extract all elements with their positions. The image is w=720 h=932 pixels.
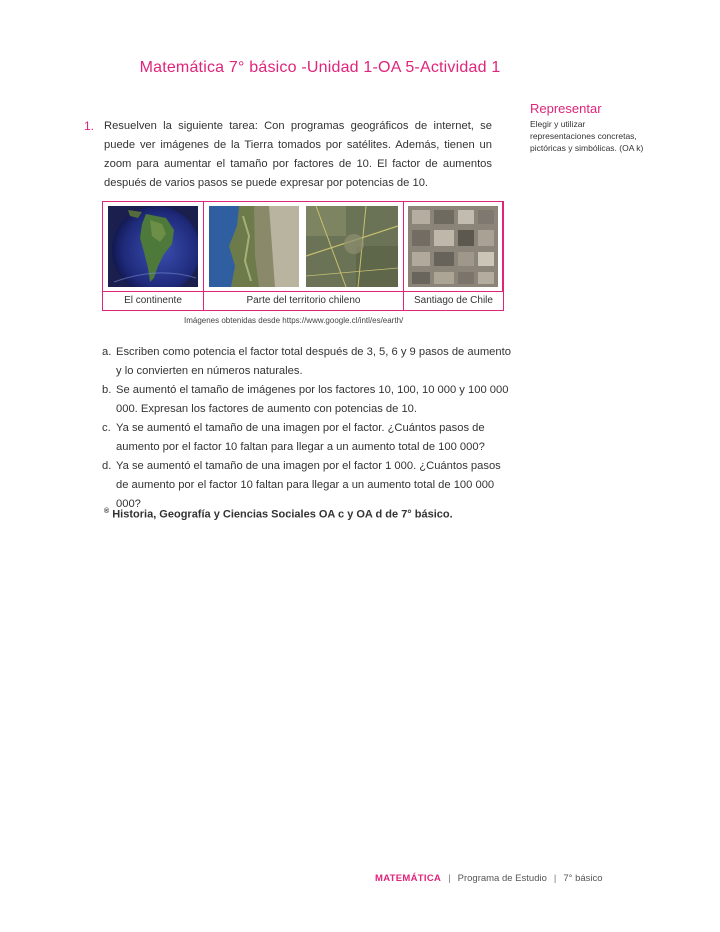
item-text: Escriben como potencia el factor total después de 3, 5, 6 y 9 pasos de aumento y lo convierten en números naturales. (116, 346, 511, 377)
question-number: 1. (84, 119, 95, 133)
image-cell-santiago (404, 202, 503, 291)
item-letter: d. (102, 460, 112, 472)
list-item (102, 343, 512, 381)
image-credit: Imágenes obtenidas desde https://www.google.cl/intl/es/earth/ (184, 316, 404, 325)
list-item (102, 419, 512, 457)
territory-image-1 (209, 206, 299, 287)
sidebar-text: Elegir y utilizar representaciones concretas, pictóricas y simbólicas. (OA k) (530, 119, 644, 153)
list-item (102, 381, 512, 419)
item-letter: b. (102, 384, 112, 396)
santiago-image (408, 206, 498, 287)
caption-continent: El continente (103, 292, 204, 310)
footnote-marker: ® (104, 508, 110, 515)
territory-image-2 (306, 206, 398, 287)
image-table (102, 201, 504, 311)
caption-territory: Parte del territorio chileno (204, 292, 404, 310)
sidebar-title: Representar (530, 101, 602, 116)
item-letter: a. (102, 346, 112, 358)
footnote (104, 508, 453, 521)
footer-brand: MATEMÁTICA (375, 873, 442, 884)
page-title: Matemática 7° básico -Unidad 1-OA 5-Actividad 1 (139, 59, 501, 76)
task-list (102, 343, 512, 514)
footnote-text: Historia, Geografía y Ciencias Sociales OA c y OA d de 7° básico. (112, 508, 453, 521)
item-text: Ya se aumentó el tamaño de una imagen por el factor 1 000. ¿Cuántos pasos de aumento por el factor 10 faltan para llegar a un aumento total de 100 000 000? (116, 460, 501, 510)
list-item (102, 457, 512, 514)
footer-separator-2: | (553, 873, 557, 884)
image-cell-territory (204, 202, 404, 291)
caption-row (103, 291, 503, 310)
item-text: Se aumentó el tamaño de imágenes por los factores 10, 100, 10 000 y 100 000 000. Expresan los factores de aumento con potencias de 10. (116, 384, 509, 415)
item-letter: c. (102, 422, 111, 434)
footer-program: Programa de Estudio (457, 873, 547, 884)
footer-separator: | (448, 873, 451, 884)
item-text: Ya se aumentó el tamaño de una imagen por el factor. ¿Cuántos pasos de aumento por el factor 10 faltan para llegar a un aumento total de 100 000? (116, 422, 485, 453)
caption-santiago: Santiago de Chile (414, 295, 493, 306)
continent-image (108, 206, 198, 287)
footer-grade: 7° básico (563, 873, 603, 884)
sidebar-skill (530, 101, 650, 154)
question-text: Resuelven la siguiente tarea: Con programas geográficos de internet, se puede ver imágenes de la Tierra tomados por satélites. Además, tienen un zoom para aumentar el tamaño por factores de 10. El factor de aumentos después de varios pasos se puede expresar por potencias de 10. (104, 120, 492, 189)
image-cell-continent (103, 202, 204, 291)
page-footer (375, 873, 603, 884)
